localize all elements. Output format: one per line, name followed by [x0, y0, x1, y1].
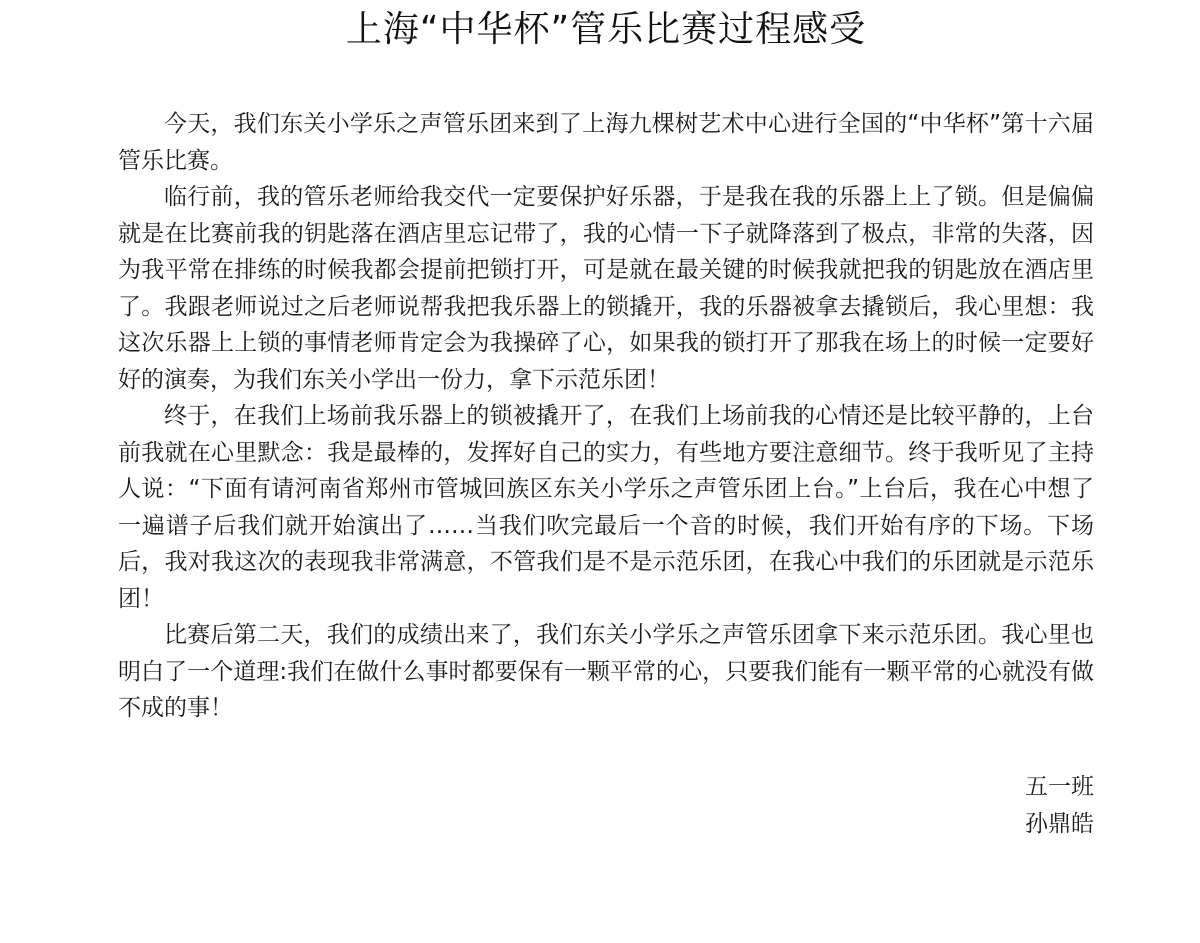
essay-body [118, 106, 1094, 727]
essay-title: 上海“中华杯”管乐比赛过程感受 [345, 9, 867, 50]
signature-block [118, 769, 1094, 843]
paragraph-result: 比赛后第二天，我们的成绩出来了，我们东关小学乐之声管乐团拿下来示范乐团。我心里也明白了一个道理:我们在做什么事时都要保有一颗平常的心，只要我们能有一颗平常的心就没有做不成的事！ [118, 622, 1094, 721]
essay-document [118, 0, 1094, 843]
paragraph-performance: 终于，在我们上场前我乐器上的锁被撬开了，在我们上场前我的心情还是比较平静的，上台前我就在心里默念：我是最棒的，发挥好自己的实力，有些地方要注意细节。终于我听见了主持人说：“下面有请河南省郑州市管城回族区东关小学乐之声管乐团上台。”上台后，我在心中想了一遍谱子后我们就开始演出了……当我们吹完最后一个音的时候，我们开始有序的下场。下场后，我对我这次的表现我非常满意，不管我们是不是示范乐团，在我心中我们的乐团就是示范乐团！ [118, 403, 1094, 612]
paragraph-intro: 今天，我们东关小学乐之声管乐团来到了上海九棵树艺术中心进行全国的“中华杯”第十六届管乐比赛。 [118, 111, 1094, 174]
signature-author: 孙鼎皓 [1025, 810, 1094, 837]
signature-class: 五一班 [1025, 773, 1094, 800]
paragraph-lock-story: 临行前，我的管乐老师给我交代一定要保护好乐器，于是我在我的乐器上上了锁。但是偏偏就是在比赛前我的钥匙落在酒店里忘记带了，我的心情一下子就降落到了极点，非常的失落，因为我平常在排练的时候我都会提前把锁打开，可是就在最关键的时候我就把我的钥匙放在酒店里了。我跟老师说过之后老师说帮我把我乐器上的锁撬开，我的乐器被拿去撬锁后，我心里想：我这次乐器上上锁的事情老师肯定会为我操碎了心，如果我的锁打开了那我在场上的时候一定要好好的演奏，为我们东关小学出一份力，拿下示范乐团！ [118, 184, 1094, 393]
